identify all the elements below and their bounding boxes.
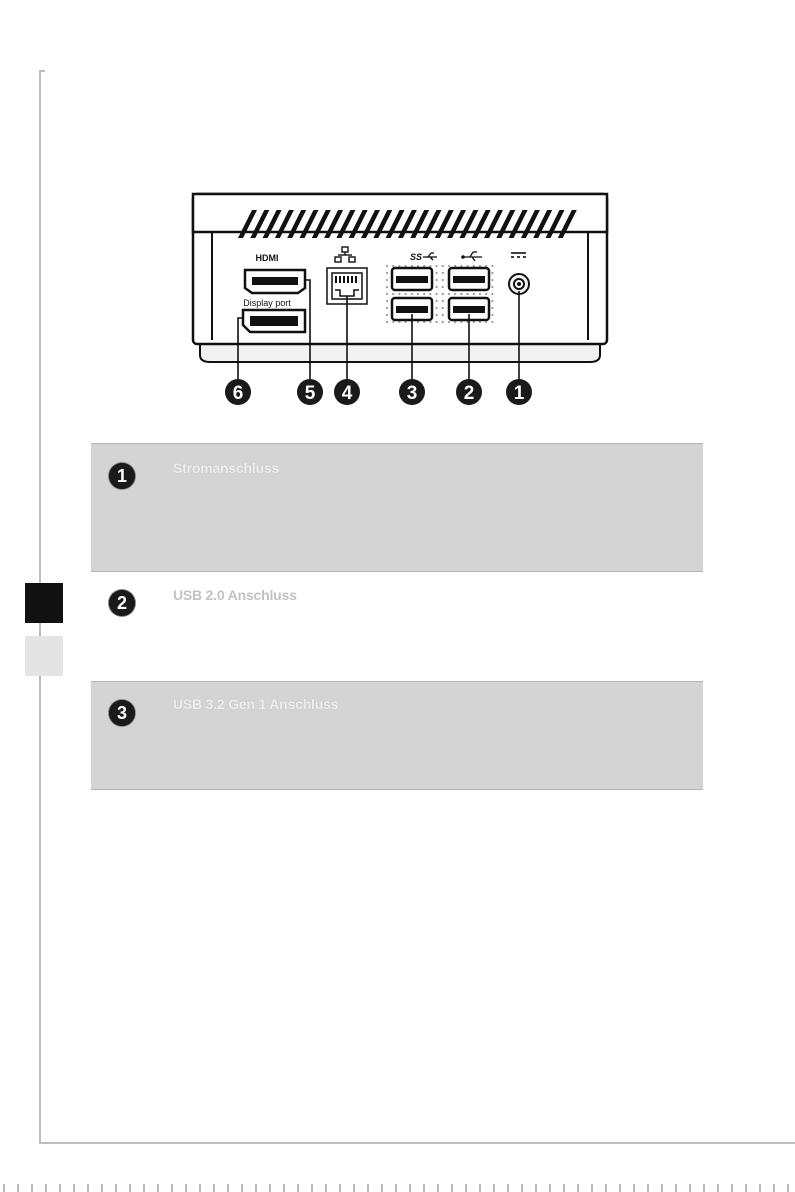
callout-number: 3	[406, 383, 418, 404]
chapter-tab-active	[25, 583, 63, 623]
callout-3	[399, 379, 425, 405]
callout-number: 1	[513, 383, 525, 404]
feature-number-badge: 3	[109, 700, 135, 726]
footer-crop-marks	[0, 1182, 795, 1192]
displayport-label: Display port	[243, 298, 291, 308]
page-frame-bottom	[39, 1142, 795, 1144]
hdmi-label: HDMI	[255, 253, 279, 263]
feature-number-badge: 1	[109, 463, 135, 489]
callout-6	[225, 379, 251, 405]
feature-title: Stromanschluss	[173, 460, 280, 476]
feature-row-power	[91, 443, 703, 572]
chapter-tab-inactive	[25, 636, 63, 676]
callout-number: 5	[304, 383, 316, 404]
callout-number: 4	[341, 383, 353, 404]
feature-number-badge: 2	[109, 590, 135, 616]
callout-1	[506, 379, 532, 405]
feature-title: USB 2.0 Anschluss	[173, 587, 297, 603]
svg-text:SS: SS	[410, 252, 423, 262]
callout-number: 2	[463, 383, 475, 404]
callout-5	[297, 379, 323, 405]
feature-row-usb3	[91, 681, 703, 790]
feature-title: USB 3.2 Gen 1 Anschluss	[173, 696, 339, 712]
device-rear-panel-illustration	[190, 190, 610, 415]
callout-2	[456, 379, 482, 405]
callout-number: 6	[232, 383, 244, 404]
feature-row-usb2	[91, 572, 703, 678]
callout-4	[334, 379, 360, 405]
